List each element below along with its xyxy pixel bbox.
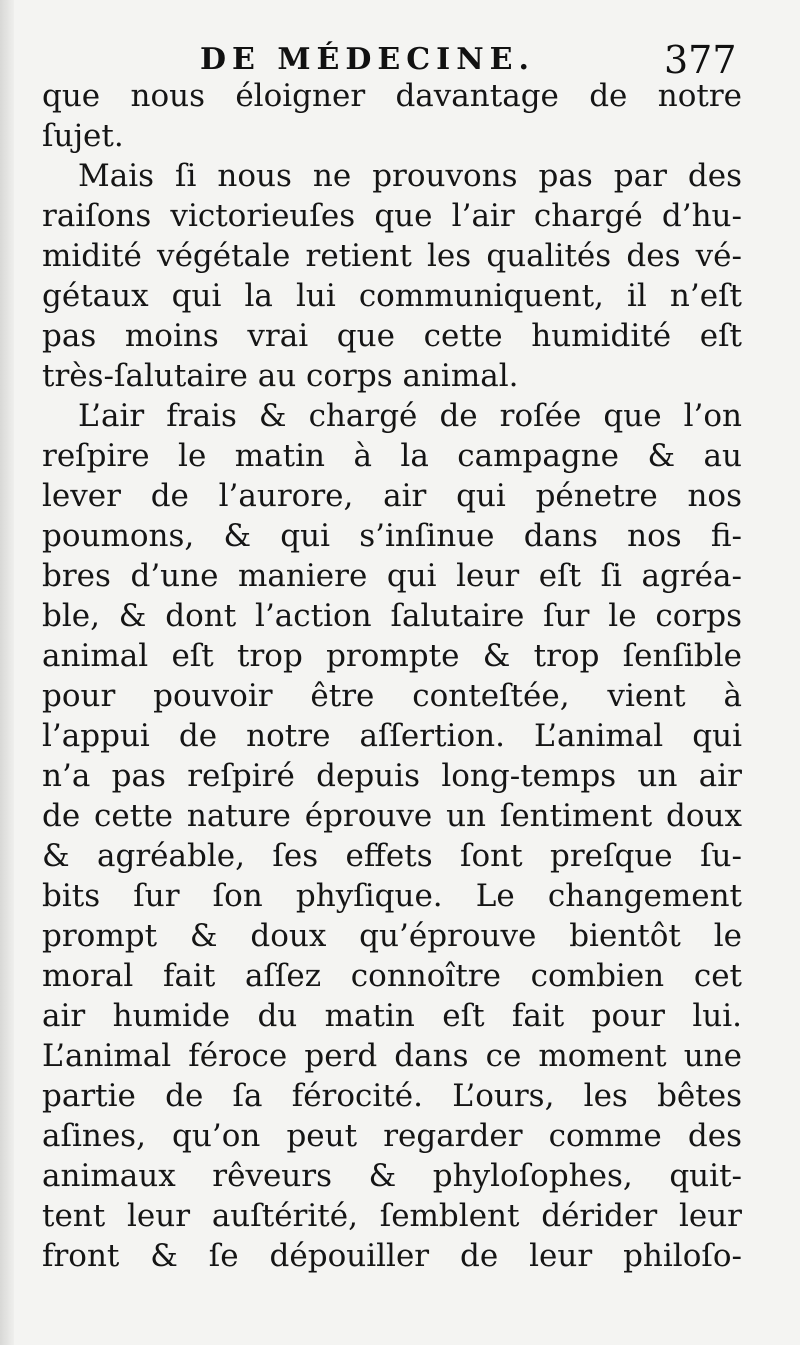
- text-line: L’air frais & chargé de roſée que l’on: [78, 398, 742, 434]
- text-line: n’a pas reſpiré depuis long-temps un air: [42, 758, 742, 794]
- running-head: DE MÉDECINE.: [200, 42, 535, 77]
- text-line: partie de ſa férocité. L’ours, les bêtes: [42, 1078, 742, 1114]
- text-line: lever de l’aurore, air qui pénetre nos: [42, 478, 742, 514]
- text-line: L’animal féroce perd dans ce moment une: [42, 1038, 742, 1074]
- text-line: moral fait aſſez connoître combien cet: [42, 958, 742, 994]
- text-line: bits ſur ſon phyſique. Le changement: [42, 878, 742, 914]
- text-line: air humide du matin eſt fait pour lui.: [42, 998, 742, 1034]
- text-line: l’appui de notre aſſertion. L’animal qui: [42, 718, 742, 754]
- text-line: Mais ſi nous ne prouvons pas par des: [78, 158, 742, 194]
- text-line: front & ſe dépouiller de leur philoſo-: [42, 1238, 742, 1274]
- text-line: animaux rêveurs & phyloſophes, quit-: [42, 1158, 742, 1194]
- text-line: ble, & dont l’action ſalutaire ſur le corps: [42, 598, 742, 634]
- text-line: animal eſt trop prompte & trop ſenſible: [42, 638, 742, 674]
- text-line: midité végétale retient les qualités des vé-: [42, 238, 742, 274]
- text-line: pas moins vrai que cette humidité eſt: [42, 318, 742, 354]
- text-line: aſines, qu’on peut regarder comme des: [42, 1118, 742, 1154]
- page-gutter-shadow: [0, 0, 14, 1345]
- text-line: de cette nature éprouve un ſentiment doux: [42, 798, 742, 834]
- text-line: bres d’une maniere qui leur eſt ſi agréa-: [42, 558, 742, 594]
- text-line: tent leur auſtérité, ſemblent dérider leur: [42, 1198, 742, 1234]
- text-line: gétaux qui la lui communiquent, il n’eſt: [42, 278, 742, 314]
- text-line: poumons, & qui s’inſinue dans nos fi-: [42, 518, 742, 554]
- text-line: que nous éloigner davantage de notre: [42, 78, 742, 114]
- body-text: [42, 76, 742, 1276]
- text-line: reſpire le matin à la campagne & au: [42, 438, 742, 474]
- text-line: raiſons victorieuſes que l’air chargé d’hu-: [42, 198, 742, 234]
- text-line: pour pouvoir être conteſtée, vient à: [42, 678, 742, 714]
- text-line: très-ſalutaire au corps animal.: [42, 358, 519, 394]
- text-line: ſujet.: [42, 118, 124, 154]
- text-line: & agréable, ſes effets ſont preſque ſu-: [42, 838, 742, 874]
- text-line: prompt & doux qu’éprouve bientôt le: [42, 918, 742, 954]
- page-number: 377: [664, 38, 737, 82]
